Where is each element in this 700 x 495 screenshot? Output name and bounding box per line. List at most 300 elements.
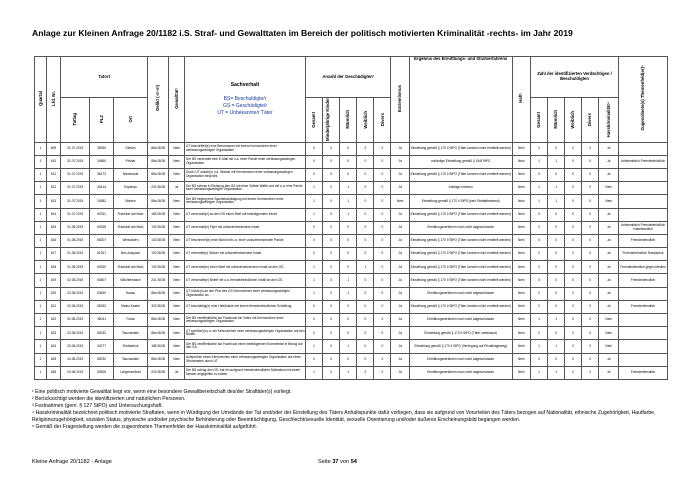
table-cell: 0 <box>530 287 547 300</box>
table-cell: Espenau <box>113 182 147 195</box>
table-cell: 0 <box>374 221 391 234</box>
table-cell: 1 <box>306 287 323 300</box>
table-cell: 0 <box>548 168 565 181</box>
table-cell: 1 <box>548 314 565 327</box>
table-cell: 1 <box>548 182 565 195</box>
table-cell: 0 <box>340 261 357 274</box>
table-cell: 130 StGB <box>148 261 169 274</box>
table-cell: 0 <box>565 300 582 313</box>
table-cell: Einstellung gemäß § 170 II StPO (Täter konnten nicht ermittelt werden) <box>409 142 512 155</box>
table-cell: 1 <box>35 340 47 353</box>
header-delikt: Delikt (§§) <box>148 57 169 143</box>
table-cell: 0 <box>357 366 374 379</box>
table-cell: 60320 <box>90 261 114 274</box>
table-cell: 0 <box>582 195 599 208</box>
table-cell: 0 <box>582 287 599 300</box>
table-cell: Einstellung gemäß § 170 II StPO (Verfolgung auf Privatklageweg) <box>409 340 512 353</box>
table-cell: Fremdenfeindlich <box>619 274 668 287</box>
table-cell: 1 <box>35 314 47 327</box>
table-row <box>35 274 668 287</box>
table-cell: 0 <box>582 340 599 353</box>
table-cell: 0 <box>374 234 391 247</box>
table-cell: 01.08.2019 <box>61 248 90 261</box>
table-cell: Einstellung gemäß § 170 II StPO (Täter konnten nicht ermittelt werden) <box>409 208 512 221</box>
table-cell: Ja <box>599 168 619 181</box>
table-cell: 35390 <box>90 142 114 155</box>
table-cell: UT versendet(e) Flyer mit volksverhetzendem Inhalt. <box>184 221 305 234</box>
table-cell: 02.08.2019 <box>61 314 90 327</box>
table-cell: Einstellung gemäß § 170 II StPO (Täter konnten nicht ermittelt werden) <box>409 274 512 287</box>
table-cell: Ja <box>391 182 409 195</box>
table-cell: 0 <box>565 168 582 181</box>
table-cell: Nein <box>169 314 185 327</box>
table-cell: 1 <box>35 327 47 340</box>
table-cell: 1 <box>306 208 323 221</box>
table-cell: 1 <box>35 353 47 366</box>
table-cell: 616 <box>46 234 60 247</box>
table-cell: Langenselbold <box>113 366 147 379</box>
table-cell <box>619 287 668 300</box>
table-cell: 34560 <box>90 155 114 168</box>
table-cell: 86a StGB <box>148 155 169 168</box>
table-cell: 0 <box>565 248 582 261</box>
table-cell: 1 <box>35 366 47 379</box>
table-cell: 0 <box>306 300 323 313</box>
table-cell: Nein <box>512 221 530 234</box>
table-cell: 1 <box>35 142 47 155</box>
table-cell: 614 <box>46 208 60 221</box>
table-cell: 0 <box>530 234 547 247</box>
table-cell: 0 <box>323 274 340 287</box>
table-cell: Nein <box>169 208 185 221</box>
table-cell: 0 <box>582 208 599 221</box>
footnote-3: ³ Festnahmen (gem. § 127 StPO) und Untersuchungshaft. <box>32 403 163 409</box>
table-cell: 31.07.2019 <box>61 182 90 195</box>
table-row <box>35 248 668 261</box>
table-cell: Nein <box>512 182 530 195</box>
table-cell: UT versendet(e) Briefe mit u.a. fremdenfeindlichen Inhalt an den GS. <box>184 274 305 287</box>
table-cell: 609 <box>46 142 60 155</box>
table-cell: Ja <box>599 366 619 379</box>
table-cell: 0 <box>565 182 582 195</box>
table-cell: 0 <box>357 274 374 287</box>
table-cell: Ja <box>391 300 409 313</box>
table-cell: 0 <box>323 261 340 274</box>
table-cell: 31.07.2019 <box>61 142 90 155</box>
table-row <box>35 340 668 353</box>
header-themenfeld: Zugeordnete(s) Themenfeld(er)⁵ <box>619 57 668 143</box>
table-cell: 63450 <box>90 287 114 300</box>
table-cell: 0 <box>357 340 374 353</box>
table-cell: 1 <box>530 155 547 168</box>
footnotes <box>32 389 682 431</box>
table-cell: 1 <box>35 221 47 234</box>
table-cell: 0 <box>340 314 357 327</box>
table-cell: 1 <box>548 366 565 379</box>
table-cell: Nein <box>169 287 185 300</box>
table-body <box>35 142 668 379</box>
table-cell: 0 <box>530 221 547 234</box>
table-cell: 36041 <box>90 314 114 327</box>
table-cell: 0 <box>323 248 340 261</box>
table-cell: 0 <box>374 327 391 340</box>
table-cell: 01.08.2019 <box>61 221 90 234</box>
table-cell: 1 <box>306 261 323 274</box>
table-cell: 0 <box>323 300 340 313</box>
table-cell: Ja <box>599 234 619 247</box>
table-cell: 0 <box>565 195 582 208</box>
table-cell: 0 <box>565 221 582 234</box>
table-cell: 611 <box>46 168 60 181</box>
table-cell <box>619 314 668 327</box>
table-cell: 0 <box>374 353 391 366</box>
table-cell: 0 <box>357 248 374 261</box>
table-cell: 0 <box>357 155 374 168</box>
table-cell: 0 <box>565 353 582 366</box>
table-cell: Nein <box>512 366 530 379</box>
table-cell: Nein <box>599 314 619 327</box>
table-cell: 0 <box>548 300 565 313</box>
table-cell: 31.07.2019 <box>61 155 90 168</box>
table-cell: 0 <box>306 314 323 327</box>
table-cell: 0 <box>357 221 374 234</box>
table-cell: 0 <box>530 353 547 366</box>
table-cell: 0 <box>374 261 391 274</box>
table-cell: 02.08.2019 <box>61 287 90 300</box>
table-cell: 1 <box>306 274 323 287</box>
header-quartal: Quartal <box>35 57 47 143</box>
table-cell: UT beschädigt(e) eine Litfaßsäule mit einem fremdenfeindlichen Schriftzug. <box>184 300 305 313</box>
table-cell: Frankfurt am Main <box>113 261 147 274</box>
table-cell: Ermittlungsverfahren noch nicht abgeschlossen <box>409 314 512 327</box>
table-cell: 185 StGB <box>148 208 169 221</box>
table-cell: Nein <box>169 155 185 168</box>
table-cell: 0 <box>306 248 323 261</box>
table-cell: 34277 <box>90 340 114 353</box>
table-cell: 1 <box>548 155 565 168</box>
table-cell: 1 <box>35 287 47 300</box>
table-cell: 1 <box>35 168 47 181</box>
table-cell: 0 <box>582 314 599 327</box>
table-cell: 0 <box>323 142 340 155</box>
table-cell: 625 <box>46 353 60 366</box>
table-cell: Nein <box>169 221 185 234</box>
table-cell: 1 <box>340 195 357 208</box>
table-cell: 1 <box>530 314 547 327</box>
table-cell: 02.08.2019 <box>61 274 90 287</box>
table-cell: 31.07.2019 <box>61 168 90 181</box>
table-cell: Ja <box>599 248 619 261</box>
table-row <box>35 168 668 181</box>
table-cell: 1 <box>306 195 323 208</box>
table-cell: Der BS versendet eine E-Mail mit u.a. einer Parole einer verfassungswidrigen Organisation. <box>184 155 305 168</box>
table-cell: 0 <box>582 168 599 181</box>
table-cell: 86a StGB <box>148 353 169 366</box>
table-cell: Nein <box>599 340 619 353</box>
table-cell: 0 <box>565 340 582 353</box>
table-cell: 86a StGB <box>148 314 169 327</box>
table-cell: Fremdenfeindlich Rassismus <box>619 248 668 261</box>
table-cell <box>619 142 668 155</box>
table-cell: 0 <box>374 155 391 168</box>
table-row <box>35 261 668 274</box>
table-cell: 1 <box>35 208 47 221</box>
table-cell: Nein <box>169 261 185 274</box>
header-tatort: Tatort <box>61 57 148 98</box>
table-cell: UT verbreitet(e) Sticker mit volksverhetzendem Inhalt. <box>184 248 305 261</box>
table-cell: 1 <box>340 182 357 195</box>
header-minderjaehrige: Minderjährige Kinder <box>323 98 340 143</box>
table-cell: 86a StGB <box>148 195 169 208</box>
table-cell: Nein <box>512 261 530 274</box>
header-haft: Haft³ <box>512 57 530 143</box>
table-cell: 0 <box>323 287 340 300</box>
table-cell: Fremdenfeindlich <box>619 234 668 247</box>
table-cell: Nein <box>512 314 530 327</box>
table-cell: 619 <box>46 274 60 287</box>
table-cell: Ja <box>599 300 619 313</box>
header-sachverhalt: Sachverhalt BS= Beschuldigte/r GS = Geschädigte/r UT = Unbekannte/r Täter <box>184 57 305 143</box>
table-cell: Ja <box>391 155 409 168</box>
table-cell: 0 <box>582 261 599 274</box>
table-cell: 0 <box>323 182 340 195</box>
table-row <box>35 234 668 247</box>
table-cell: 1 <box>35 195 47 208</box>
table-cell: 0 <box>323 155 340 168</box>
table-cell: 0 <box>374 182 391 195</box>
table-cell: 0 <box>340 142 357 155</box>
table-cell: Ja <box>391 274 409 287</box>
table-cell: Ja <box>391 248 409 261</box>
page-title: Anlage zur Kleinen Anfrage 20/1182 i.S. Straf- und Gewalttaten im Bereich der politisch motivierten Kriminalität -rechts- im Jahr 2019 <box>32 28 573 38</box>
table-cell: 0 <box>357 182 374 195</box>
table-cell: 0 <box>374 287 391 300</box>
table-cell: 0 <box>357 234 374 247</box>
table-cell: Ermittlungsverfahren noch nicht abgeschlossen <box>409 287 512 300</box>
table-cell: 620 <box>46 287 60 300</box>
table-cell: 1 <box>340 340 357 353</box>
header-weiblich-2: Weiblich <box>565 98 582 143</box>
table-cell: 02.08.2019 <box>61 300 90 313</box>
table-cell: UT versendet(e) an den GS einen Brief mit beleidigendem Inhalt. <box>184 208 305 221</box>
table-cell: 04.08.2019 <box>61 353 90 366</box>
header-anzahl: Anzahl der Geschädigten² <box>306 57 391 98</box>
table-cell: Der BS schoss in Richtung des GS mit einer Softair-Waffe und rief u.a. eine Parole einer verfassungswidrigen Organisation. <box>184 182 305 195</box>
table-cell: Taunusstein <box>113 327 147 340</box>
table-row <box>35 208 668 221</box>
table-cell: Nein <box>599 195 619 208</box>
table-cell: 1 <box>340 274 357 287</box>
table-cell: Fritzlar <box>113 155 147 168</box>
table-cell <box>619 182 668 195</box>
table-cell: 0 <box>374 314 391 327</box>
table-cell: Nein <box>512 327 530 340</box>
table-cell: Ja <box>169 366 185 379</box>
header-maennlich-2: Männlich <box>548 98 565 143</box>
table-cell: Gießen <box>113 142 147 155</box>
table-cell: 0 <box>530 168 547 181</box>
table-cell: Ja <box>391 142 409 155</box>
table-cell: 241 StGB <box>148 274 169 287</box>
table-cell: 623 <box>46 327 60 340</box>
table-cell: 0 <box>565 234 582 247</box>
table-cell: Frankfurt am Main <box>113 208 147 221</box>
table-cell: Einstellung gemäß § 170 II StPO (Täter konnten nicht ermittelt werden) <box>409 234 512 247</box>
table-cell: Ja <box>391 327 409 340</box>
table-cell: Ermittlungsverfahren noch nicht abgeschlossen <box>409 353 512 366</box>
header-ort: Ort <box>113 98 147 143</box>
table-cell: 0 <box>548 221 565 234</box>
table-cell: 0 <box>565 274 582 287</box>
table-cell: Nein <box>512 168 530 181</box>
table-cell: 34414 <box>90 182 114 195</box>
table-cell: Nein <box>512 248 530 261</box>
table-cell: 0 <box>530 274 547 287</box>
table-cell: 0 <box>357 195 374 208</box>
table-cell: 0 <box>323 366 340 379</box>
table-cell: 0 <box>357 168 374 181</box>
header-ergebnis: Ergebnis des Ermittlungs- und Strafverfahrens <box>409 57 512 143</box>
table-cell: 0 <box>548 287 565 300</box>
table-cell: 0 <box>530 327 547 340</box>
table-cell: Frankfurt am Main <box>113 221 147 234</box>
table-cell: Ja <box>599 142 619 155</box>
table-cell: Ja <box>599 221 619 234</box>
table-cell: Mainz-Kastel <box>113 300 147 313</box>
table-cell: 1 <box>35 248 47 261</box>
table-cell: 0 <box>374 142 391 155</box>
table-cell: Ja <box>391 366 409 379</box>
table-cell: Taunusstein <box>113 353 147 366</box>
table-cell: Aufsprühen eines Kennzeichen einer verfassungswidrigen Organisation auf einen Stromkasten durch UT. <box>184 353 305 366</box>
table-cell: Ja <box>599 287 619 300</box>
table-cell: 1 <box>35 234 47 247</box>
table-cell: Der BS beging eine Sachbeschädigung mit einem Kennzeichen einer verfassungswidrigen Organisation. <box>184 195 305 208</box>
table-cell: 1 <box>35 261 47 274</box>
table-cell: 0 <box>357 142 374 155</box>
table-cell: Nein <box>169 340 185 353</box>
table-cell: 1 <box>340 287 357 300</box>
table-cell: 0 <box>582 327 599 340</box>
table-cell <box>619 327 668 340</box>
table-cell: 1 <box>35 155 47 168</box>
table-cell: 0 <box>323 327 340 340</box>
table-cell: 65232 <box>90 327 114 340</box>
table-cell: 86a StGB <box>148 142 169 155</box>
table-cell: Nein <box>169 274 185 287</box>
table-cell: 1 <box>35 274 47 287</box>
table-cell: vorläufige Einstellung gemäß § 154f StPO <box>409 155 512 168</box>
table-cell: Nein <box>169 353 185 366</box>
table-cell: Nein <box>512 234 530 247</box>
table-cell: 0 <box>306 142 323 155</box>
table-cell: 1 <box>530 195 547 208</box>
table-cell: Hanau <box>113 287 147 300</box>
table-cell: Nein <box>512 353 530 366</box>
crime-table <box>34 56 668 380</box>
table-cell: Antisemitisch Fremdenfeindlich Islamfeindlich <box>619 221 668 234</box>
footnote-5: ⁵ Gemäß der Fragestellung werden die zugeordneten Themenfelder der Hasskriminalität aufgeführt. <box>32 424 258 430</box>
table-cell: 0 <box>374 208 391 221</box>
table-cell: 0 <box>374 340 391 353</box>
table-cell: 0 <box>306 155 323 168</box>
table-cell: Ja <box>391 208 409 221</box>
table-cell <box>619 340 668 353</box>
table-cell: UT versende(te) einen Brief mit volksverhetzendem Inhalt an den GS. <box>184 261 305 274</box>
table-cell: 0 <box>357 287 374 300</box>
table-cell: Nein <box>512 208 530 221</box>
table-cell: 0 <box>323 314 340 327</box>
table-cell: 0 <box>548 327 565 340</box>
table-cell: Ja <box>391 234 409 247</box>
table-cell: 0 <box>565 142 582 155</box>
table-cell: 0 <box>323 168 340 181</box>
table-cell: 0 <box>582 155 599 168</box>
table-cell: 61267 <box>90 248 114 261</box>
table-cell: Einstellung gemäß § 170 II StPO (Täter konnten nicht ermittelt werden) <box>409 300 512 313</box>
header-gesamt-2: Gesamt <box>530 98 547 143</box>
table-cell: 0 <box>340 234 357 247</box>
table-cell: 1 <box>548 340 565 353</box>
table-cell: Ermittlungsverfahren noch nicht abgeschlossen <box>409 366 512 379</box>
table-cell: 03.08.2019 <box>61 340 90 353</box>
table-row <box>35 182 668 195</box>
table-cell: 0 <box>306 168 323 181</box>
table-cell: 0 <box>374 248 391 261</box>
table-cell: 615 <box>46 221 60 234</box>
table-cell: 0 <box>582 221 599 234</box>
table-cell: 0 <box>548 248 565 261</box>
table-cell: 60311 <box>90 208 114 221</box>
table-cell: Ja <box>599 155 619 168</box>
table-cell: Nein <box>512 300 530 313</box>
table-cell <box>619 195 668 208</box>
table-cell: Einstellung gemäß § 170 II StPO (Täter konnten nicht ermittelt werden) <box>409 248 512 261</box>
table-cell: 86a StGB <box>148 287 169 300</box>
table-cell: 0 <box>530 261 547 274</box>
header-maennlich: Männlich <box>340 98 357 143</box>
table-cell: 0 <box>582 248 599 261</box>
table-cell: Neu-Anspach <box>113 248 147 261</box>
table-cell: Nein <box>512 195 530 208</box>
table-cell: 0 <box>548 142 565 155</box>
table-cell: 86a StGB <box>148 327 169 340</box>
table-cell: 0 <box>323 340 340 353</box>
table-cell: Ja <box>599 208 619 221</box>
table-cell: 0 <box>582 274 599 287</box>
table-cell: 303 StGB <box>148 300 169 313</box>
table-cell: 224 StGB <box>148 182 169 195</box>
table-cell: 65232 <box>90 353 114 366</box>
table-cell: 31.07.2019 <box>61 208 90 221</box>
table-cell: 0 <box>565 261 582 274</box>
table-cell: 0 <box>548 234 565 247</box>
table-cell: 1 <box>340 208 357 221</box>
table-cell: 185 StGB <box>148 340 169 353</box>
table-row <box>35 287 668 300</box>
table-cell <box>619 208 668 221</box>
table-cell: 0 <box>582 300 599 313</box>
table-cell: 617 <box>46 248 60 261</box>
table-cell: 224 StGB <box>148 366 169 379</box>
table-row <box>35 221 668 234</box>
table-cell: 1 <box>35 182 47 195</box>
table-row <box>35 366 668 379</box>
table-cell: Fremdenfeindlich gegen Medien <box>619 261 668 274</box>
table-cell: 0 <box>357 300 374 313</box>
table-cell: 0 <box>548 274 565 287</box>
table-cell: Antisemitisch Fremdenfeindlich <box>619 155 668 168</box>
